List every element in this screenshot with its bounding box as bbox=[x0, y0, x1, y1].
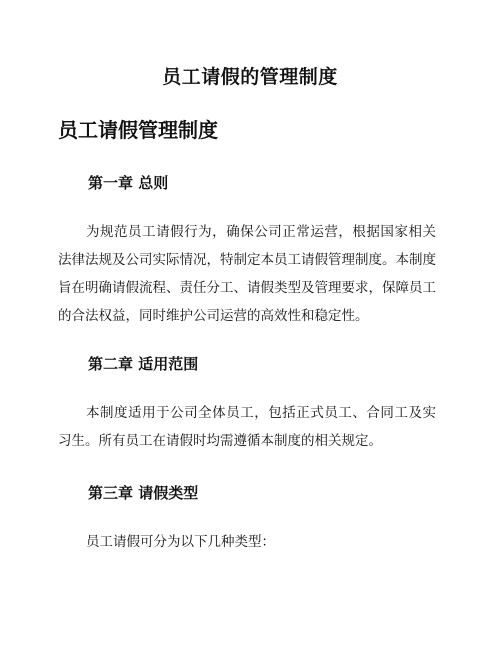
document-subtitle: 员工请假管理制度 bbox=[58, 118, 218, 142]
chapter-heading-2: 第二章 适用范围 bbox=[88, 355, 199, 373]
chapter-paragraph-1: 为规范员工请假行为，确保公司正常运营，根据国家相关法律法规及公司实际情况，特制定本员工请假管理制度。本制度旨在明确请假流程、责任分工、请假类型及管理要求，保障员工的合法权益，同时维护公司运营的高效性和稳定性。 bbox=[58, 224, 436, 324]
document-title: 员工请假的管理制度 bbox=[162, 66, 338, 88]
chapter-heading-1: 第一章 总则 bbox=[88, 174, 169, 192]
chapter-heading-3: 第三章 请假类型 bbox=[88, 484, 199, 502]
chapter-paragraph-3: 员工请假可分为以下几种类型： bbox=[86, 534, 275, 550]
chapter-paragraph-2: 本制度适用于公司全体员工，包括正式员工、合同工及实习生。所有员工在请假时均需遵循本制度的相关规定。 bbox=[58, 405, 436, 449]
